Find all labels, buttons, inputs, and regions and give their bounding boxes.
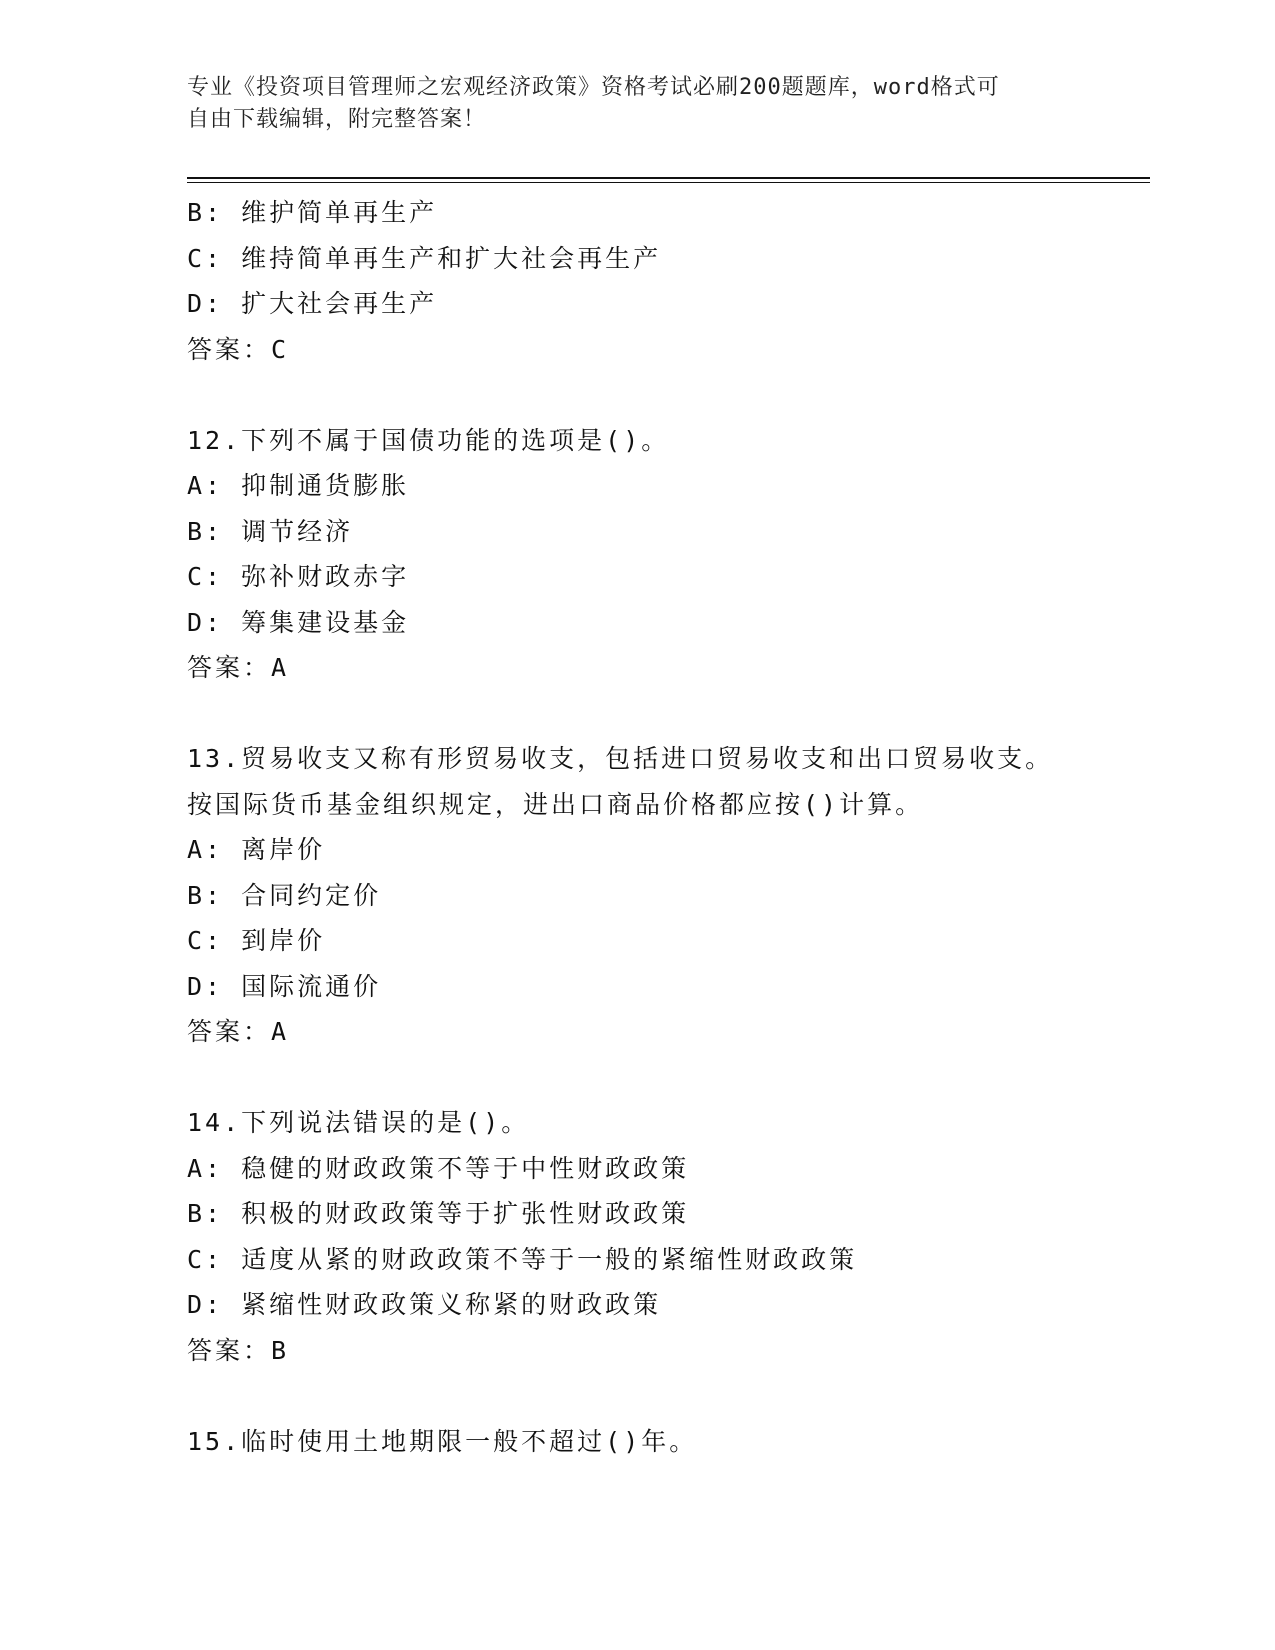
option-b: B: 调节经济 bbox=[187, 516, 354, 546]
spacer bbox=[187, 1373, 1087, 1419]
option-d: D: 筹集建设基金 bbox=[187, 607, 410, 637]
question-stem: 14.下列说法错误的是()。 bbox=[187, 1108, 530, 1137]
option-c: C: 适度从紧的财政政策不等于一般的紧缩性财政政策 bbox=[187, 1244, 858, 1274]
spacer bbox=[187, 1055, 1087, 1101]
question-stem: 15.临时使用土地期限一般不超过()年。 bbox=[187, 1426, 698, 1456]
question-11 bbox=[187, 190, 1087, 372]
document-header bbox=[187, 72, 1067, 136]
spacer bbox=[187, 691, 1087, 737]
option-d: D: 紧缩性财政政策义称紧的财政政策 bbox=[187, 1290, 662, 1319]
header-title-line-2: 自由下载编辑，附完整答案！ bbox=[187, 107, 487, 132]
question-stem-line-1: 13.贸易收支又称有形贸易收支，包括进口贸易收支和出口贸易收支。 bbox=[187, 744, 1054, 773]
question-15 bbox=[187, 1419, 1087, 1465]
option-c: C: 维持简单再生产和扩大社会再生产 bbox=[187, 243, 662, 273]
option-b: B: 积极的财政政策等于扩张性财政政策 bbox=[187, 1199, 690, 1228]
option-b: B: 合同约定价 bbox=[187, 880, 382, 910]
option-c: C: 弥补财政赤字 bbox=[187, 562, 410, 591]
option-b: B: 维护简单再生产 bbox=[187, 198, 438, 227]
option-a: A: 抑制通货膨胀 bbox=[187, 471, 410, 500]
question-list bbox=[187, 190, 1087, 1464]
option-a: A: 离岸价 bbox=[187, 835, 326, 864]
spacer bbox=[187, 372, 1087, 418]
option-d: D: 国际流通价 bbox=[187, 971, 382, 1001]
answer-line: 答案：A bbox=[187, 1017, 290, 1046]
question-stem: 12.下列不属于国债功能的选项是()。 bbox=[187, 425, 670, 455]
option-c: C: 到岸价 bbox=[187, 926, 326, 955]
question-12 bbox=[187, 418, 1087, 691]
option-d: D: 扩大社会再生产 bbox=[187, 289, 438, 318]
question-14 bbox=[187, 1100, 1087, 1373]
question-stem-line-2: 按国际货币基金组织规定，进出口商品价格都应按()计算。 bbox=[187, 789, 924, 819]
question-13 bbox=[187, 736, 1087, 1055]
answer-line: 答案：B bbox=[187, 1335, 290, 1365]
answer-line: 答案：A bbox=[187, 653, 290, 682]
answer-line: 答案：C bbox=[187, 334, 290, 364]
header-title-line-1: 专业《投资项目管理师之宏观经济政策》资格考试必刷200题题库，word格式可 bbox=[187, 75, 1000, 100]
header-rule-thick bbox=[187, 177, 1150, 179]
option-a: A: 稳健的财政政策不等于中性财政政策 bbox=[187, 1153, 690, 1183]
header-rule-thin bbox=[187, 182, 1150, 183]
